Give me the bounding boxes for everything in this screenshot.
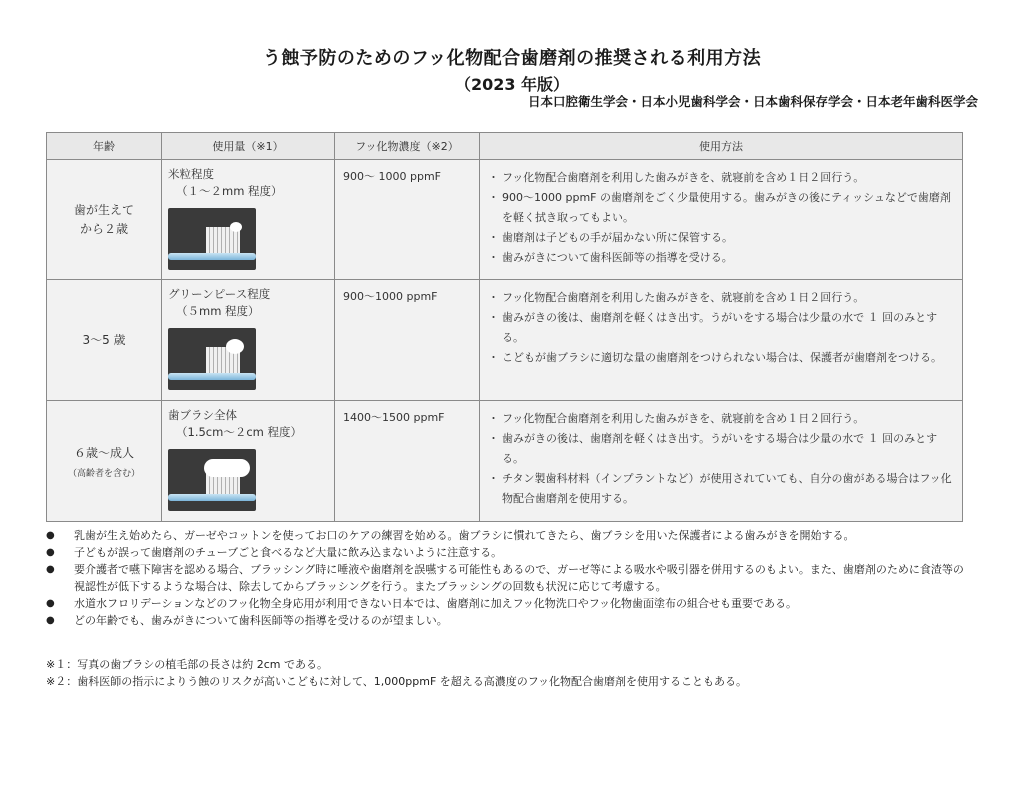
- concentration-cell: 1400～1500 ppmF: [335, 401, 480, 522]
- usage-item: ・ 歯みがきについて歯科医師等の指導を受ける。: [490, 248, 952, 268]
- age-cell: [47, 160, 162, 280]
- usage-item: ・ 歯みがきの後は、歯磨剤を軽くはき出す。うがいをする場合は少量の水で １ 回のみとする。: [490, 429, 952, 469]
- usage-cell: [480, 280, 963, 401]
- amount-sub: （５mm 程度）: [176, 304, 260, 318]
- recommendation-table: [46, 132, 963, 522]
- amount-label: 米粒程度: [168, 167, 214, 181]
- amount-sub: （1.5cm～２cm 程度）: [176, 425, 302, 439]
- table-row: [47, 160, 963, 280]
- table-row: [47, 280, 963, 401]
- footnote: ※２：歯科医師の指示によりう蝕のリスクが高いこどもに対して、1,000ppmF を超える高濃度のフッ化物配合歯磨剤を使用することもある。: [46, 675, 747, 688]
- note-item: ● 乳歯が生え始めたら、ガーゼやコットンを使ってお口のケアの練習を始める。歯ブラシに慣れてきたら、歯ブラシを用いた保護者による歯みがきを開始する。: [46, 527, 966, 544]
- title-block: [0, 44, 1024, 95]
- usage-item: ・ 歯みがきの後は、歯磨剤を軽くはき出す。うがいをする場合は少量の水で １ 回のみとする。: [490, 308, 952, 348]
- toothbrush-rice-grain-photo: [168, 208, 256, 270]
- age-note: （高齢者を含む）: [67, 468, 140, 479]
- header-concentration: フッ化物濃度（※2）: [335, 133, 480, 160]
- usage-item: ・ チタン製歯科材料（インプラントなど）が使用されていても、自分の歯がある場合はフッ化物配合歯磨剤を使用する。: [490, 469, 952, 509]
- note-item: ● どの年齢でも、歯みがきについて歯科医師等の指導を受けるのが望ましい。: [46, 612, 966, 629]
- concentration-cell: 900～ 1000 ppmF: [335, 160, 480, 280]
- concentration-cell: 900～1000 ppmF: [335, 280, 480, 401]
- age-label: ６歳～成人: [73, 445, 134, 460]
- age-label-line2: から２歳: [79, 221, 128, 236]
- footnotes-section: [46, 656, 747, 690]
- header-amount: 使用量（※1）: [162, 133, 335, 160]
- notes-section: [46, 527, 966, 629]
- header-age: 年齢: [47, 133, 162, 160]
- usage-item: ・ 歯磨剤は子どもの手が届かない所に保管する。: [490, 228, 952, 248]
- amount-sub: （１～２mm 程度）: [176, 184, 283, 198]
- age-label: 歯が生えて: [73, 202, 134, 217]
- page-subtitle: （2023 年版）: [454, 75, 570, 94]
- amount-cell: [162, 160, 335, 280]
- usage-item: ・ 900～1000 ppmF の歯磨剤をごく少量使用する。歯みがきの後にティッシュなどで歯磨剤を軽く拭き取ってもよい。: [490, 188, 952, 228]
- note-item: ● 要介護者で嚥下障害を認める場合、ブラッシング時に唾液や歯磨剤を誤嚥する可能性もあるので、ガーゼ等による吸水や吸引器を併用するのもよい。また、歯磨剤のために食渣等の視認性が低下するような場合は、除去してからブラッシングを行う。またブラッシングの回数も状況に応じて考慮する。: [46, 561, 966, 595]
- table-header-row: [47, 133, 963, 160]
- amount-cell: [162, 280, 335, 401]
- usage-item: ・ フッ化物配合歯磨剤を利用した歯みがきを、就寝前を含め１日２回行う。: [490, 409, 952, 429]
- page-title: う蝕予防のためのフッ化物配合歯磨剤の推奨される利用方法: [262, 48, 762, 69]
- organizations: 日本口腔衛生学会・日本小児歯科学会・日本歯科保存学会・日本老年歯科医学会: [527, 94, 978, 109]
- usage-item: ・ フッ化物配合歯磨剤を利用した歯みがきを、就寝前を含め１日２回行う。: [490, 288, 952, 308]
- usage-item: ・ フッ化物配合歯磨剤を利用した歯みがきを、就寝前を含め１日２回行う。: [490, 168, 952, 188]
- amount-cell: [162, 401, 335, 522]
- age-label: 3～5 歳: [82, 332, 126, 347]
- toothbrush-green-pea-photo: [168, 328, 256, 390]
- toothbrush-full-head-photo: [168, 449, 256, 511]
- age-cell: [47, 401, 162, 522]
- usage-cell: [480, 160, 963, 280]
- amount-label: グリーンピース程度: [168, 287, 271, 301]
- header-usage: 使用方法: [480, 133, 963, 160]
- usage-cell: [480, 401, 963, 522]
- note-item: ● 水道水フロリデーションなどのフッ化物全身応用が利用できない日本では、歯磨剤に加えフッ化物洗口やフッ化物歯面塗布の組合せも重要である。: [46, 595, 966, 612]
- usage-item: ・ こどもが歯ブラシに適切な量の歯磨剤をつけられない場合は、保護者が歯磨剤をつける。: [490, 348, 952, 368]
- age-cell: [47, 280, 162, 401]
- amount-label: 歯ブラシ全体: [168, 408, 237, 422]
- footnote: ※１：写真の歯ブラシの植毛部の長さは約 2cm である。: [46, 658, 328, 671]
- table-row: [47, 401, 963, 522]
- note-item: ● 子どもが誤って歯磨剤のチューブごと食べるなど大量に飲み込まないように注意する。: [46, 544, 966, 561]
